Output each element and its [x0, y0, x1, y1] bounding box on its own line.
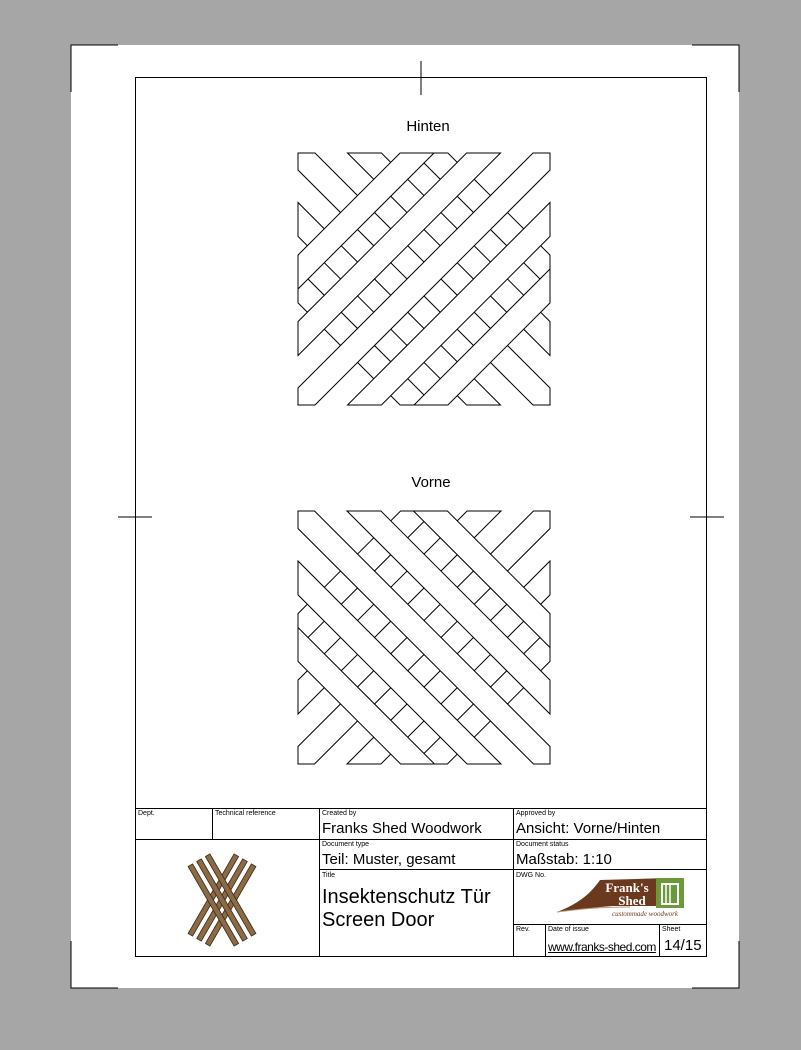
lattice-thumbnail-icon	[188, 854, 256, 946]
logo-name-line1: Frank's	[605, 880, 649, 895]
document-type-label: Document type	[322, 841, 370, 848]
dwg-no-label: DWG No.	[516, 872, 546, 879]
title-label: Title	[322, 872, 335, 879]
rev-label: Rev.	[516, 926, 530, 933]
sheet-value: 14/15	[664, 937, 702, 954]
franks-shed-logo	[557, 878, 684, 918]
created-by-value: Franks Shed Woodwork	[322, 820, 482, 837]
date-of-issue-label: Date of issue	[548, 926, 589, 933]
title-line2: Screen Door	[322, 909, 435, 931]
logo-name-line2: Shed	[618, 893, 646, 908]
created-by-label: Created by	[322, 810, 357, 817]
lattice-view-hinten	[298, 153, 550, 405]
logo-tagline: custommade woodwork	[612, 910, 678, 918]
document-status-label: Document status	[516, 841, 569, 848]
document-type-value: Teil: Muster, gesamt	[322, 851, 456, 868]
technical-reference-label: Technical reference	[215, 810, 276, 817]
dept-label: Dept.	[138, 810, 155, 817]
view-title-hinten: Hinten	[406, 118, 450, 135]
sheet-label: Sheet	[662, 926, 681, 933]
view-title-vorne: Vorne	[411, 474, 451, 491]
website-link[interactable]: www.franks-shed.com	[548, 940, 656, 954]
document-status-value: Maßstab: 1:10	[516, 851, 612, 868]
approved-by-value: Ansicht: Vorne/Hinten	[516, 820, 661, 837]
title-line1: Insektenschutz Tür	[322, 886, 491, 908]
lattice-view-vorne	[298, 511, 550, 764]
approved-by-label: Approved by	[516, 810, 556, 817]
